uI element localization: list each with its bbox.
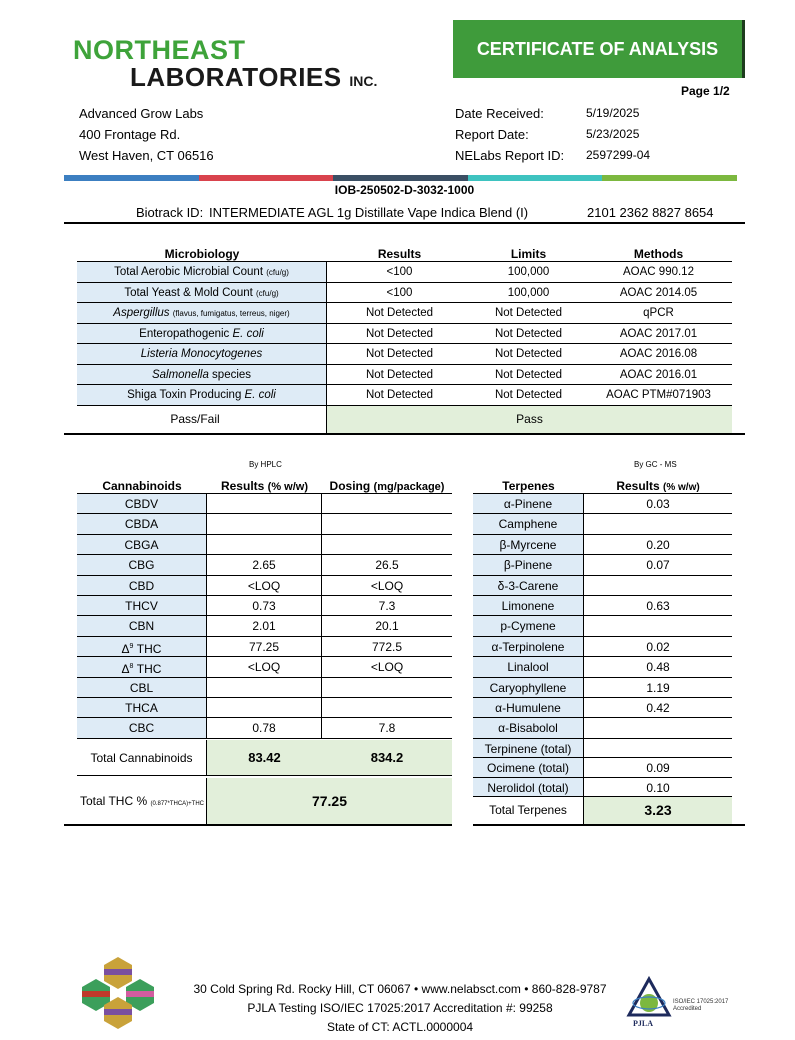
table-row [77,283,732,304]
terpene-result [584,739,732,758]
divider [473,824,745,826]
table-row [473,535,732,555]
footer-accreditation: PJLA Testing ISO/IEC 17025:2017 Accreditation #: 99258 [247,1001,553,1015]
terpenes-table [473,476,732,797]
cannabinoid-name: CBC [77,718,207,737]
test-result: <100 [386,266,413,278]
pjla-name: PJLA [633,1019,653,1028]
test-result: <100 [386,286,413,299]
terpene-result: 0.09 [646,761,670,776]
terpene-name: Nerolidol (total) [473,778,584,797]
test-name: Aspergillus (flavus, fumigatus, terreus, niger) [77,303,327,323]
terpene-result: 0.20 [646,537,670,552]
terpene-name: Terpinene (total) [473,739,584,758]
certificate-banner: CERTIFICATE OF ANALYSIS [453,20,745,78]
test-limit: Not Detected [494,327,563,340]
microbiology-header [77,244,732,262]
cannabinoid-result: 77.25 [207,637,322,656]
color-bar-segment [64,175,199,181]
pass-fail-value: Pass [327,406,732,433]
client-address [79,103,214,166]
cannabinoid-name: CBG [77,555,207,574]
header-dosing: Dosing (mg/package) [329,479,445,493]
cannabinoids-table [77,476,452,739]
table-row [77,678,452,698]
terpene-name: Caryophyllene [473,678,584,697]
cannabinoid-result [207,535,322,554]
cannabinoid-dosing: <LOQ [370,660,404,675]
terpene-name: δ-3-Carene [473,576,584,595]
cannabinoid-result [207,678,322,697]
table-row [473,555,732,575]
cannabinoid-dosing: <LOQ [370,578,404,593]
cannabinoid-dosing: 20.1 [375,619,399,634]
table-row [473,514,732,534]
award-badge-icon [104,957,132,989]
company-logo [73,36,393,91]
footer-state-license: State of CT: ACTL.0000004 [326,1020,474,1034]
terpene-name: α-Bisabolol [473,718,584,737]
biotrack-number: 2101 2362 8827 8654 [587,205,714,220]
page-number: Page 1/2 [681,84,730,98]
color-bar-segment [199,175,334,181]
header-limits: Limits [510,247,547,261]
test-result: Not Detected [365,307,434,319]
pjla-logo [625,975,750,1033]
cannabinoid-dosing: 772.5 [371,639,403,654]
table-row [77,576,452,596]
terpene-name: Ocimene (total) [473,758,584,777]
cannabinoid-name: CBD [77,576,207,595]
report-id-label: NELabs Report ID: [455,148,565,163]
test-limit: 100,000 [507,266,550,278]
table-row [77,262,732,283]
test-result: Not Detected [365,327,434,340]
table-row [77,698,452,718]
table-row [77,385,732,406]
header-methods: Methods [633,247,684,261]
cannabinoid-dosing: 7.3 [378,598,396,613]
date-received: 5/19/2025 [586,106,640,120]
divider [64,433,745,435]
table-row [77,303,732,324]
report-id: 2597299-04 [586,148,651,162]
header-results: Results [377,247,422,261]
test-name: Total Yeast & Mold Count (cfu/g) [77,283,327,303]
cannabinoid-result: <LOQ [207,576,322,595]
cannabinoid-result: 0.78 [207,718,322,737]
test-method: AOAC 2017.01 [619,327,698,340]
test-result: Not Detected [365,348,434,360]
award-badges [80,955,160,1033]
table-row [77,324,732,345]
terpene-result: 0.42 [646,700,670,715]
report-info-labels [455,103,564,166]
cannabinoid-name: CBDV [77,494,207,513]
test-limit: Not Detected [494,307,563,319]
cannabinoid-name: THCV [77,596,207,615]
total-cannabinoids-dosing: 834.2 [322,740,452,775]
cannabinoid-name: $\Delta^8$ THC [77,657,207,676]
hplc-method-note: By HPLC [249,460,282,469]
terpene-result: 0.03 [646,497,670,511]
test-method: AOAC 2016.01 [619,368,698,381]
total-terpenes-row [473,797,732,824]
test-method: AOAC 2014.05 [619,286,698,299]
cannabinoid-result: 2.65 [207,555,322,574]
table-row [77,596,452,616]
pass-fail-label: Pass/Fail [64,406,327,433]
terpenes-header [473,476,732,494]
cannabinoid-name: $\Delta^9$ THC [77,637,207,656]
cannabinoid-result [207,698,322,717]
test-limit: Not Detected [494,368,563,381]
cannabinoid-name: CBGA [77,535,207,554]
table-row [77,657,452,677]
footer-address: 30 Cold Spring Rd. Rocky Hill, CT 06067 • www.nelabsct.com • 860-828-9787 [193,982,607,996]
cannabinoid-dosing [322,698,452,717]
test-name: Shiga Toxin Producing E. coli [77,385,327,405]
cannabinoid-result [207,514,322,533]
pjla-emblem-icon [629,979,669,1015]
test-name: Enteropathogenic E. coli [77,324,327,344]
header-results: Results (% w/w) [616,479,700,493]
report-info-values [586,103,650,166]
table-row [473,616,732,636]
terpene-name: α-Terpinolene [473,637,584,656]
terpene-result [584,616,732,635]
total-thc-label: Total THC % (0.877*THCA)+THC [64,778,207,824]
total-cannabinoids-result: 83.42 [207,740,322,775]
total-thc-value: 77.25 [207,778,452,824]
cannabinoid-name: CBL [77,678,207,697]
terpene-result: 0.10 [646,780,670,795]
test-method: qPCR [643,307,674,319]
test-result: Not Detected [365,389,434,401]
date-received-label: Date Received: [455,106,544,121]
cannabinoid-dosing [322,535,452,554]
test-name: Listeria Monocytogenes [77,344,327,364]
test-method: AOAC 2016.08 [619,348,698,360]
cannabinoid-name: CBDA [77,514,207,533]
table-row [77,637,452,657]
report-date: 5/23/2025 [586,127,640,141]
table-row [473,576,732,596]
cannabinoid-dosing: 26.5 [375,558,399,573]
cannabinoid-dosing [322,678,452,697]
total-cannabinoids-label: Total Cannabinoids [77,740,207,775]
terpene-result: 0.07 [646,558,670,573]
table-row [473,758,732,778]
terpene-name: α-Pinene [473,494,584,513]
table-row [473,596,732,616]
terpene-name: β-Myrcene [473,535,584,554]
terpene-result: 0.02 [646,639,670,654]
table-row [473,718,732,738]
sample-id: IOB-250502-D-3032-1000 [334,183,475,197]
table-row [77,718,452,738]
client-name: Advanced Grow Labs [79,106,204,121]
logo-northeast: NORTHEAST [73,35,246,65]
header-terpenes: Terpenes [502,479,555,493]
header-cannabinoids: Cannabinoids [102,479,182,493]
table-row [77,494,452,514]
pass-fail-row [64,406,732,433]
table-row [77,344,732,365]
product-name: INTERMEDIATE AGL 1g Distillate Vape Indica Blend (I) [209,205,529,220]
terpene-name: Linalool [473,657,584,676]
table-row [473,678,732,698]
table-row [77,616,452,636]
test-method: AOAC PTM#071903 [606,389,711,401]
table-row [473,778,732,798]
terpene-result: 0.63 [646,598,670,613]
total-cannabinoids-row [77,740,452,776]
cannabinoid-dosing [322,494,452,513]
terpene-name: β-Pinene [473,555,584,574]
logo-laboratories: LABORATORIES INC. [130,62,378,92]
divider [64,222,745,224]
cannabinoid-result: <LOQ [207,657,322,676]
test-method: AOAC 990.12 [623,266,694,278]
terpene-name: Limonene [473,596,584,615]
test-name: Salmonella species [77,365,327,385]
microbiology-table [77,244,732,406]
color-bar-segment [602,175,737,181]
terpene-result: 1.19 [646,680,670,695]
table-row [473,494,732,514]
footer [150,980,650,1037]
terpene-name: α-Humulene [473,698,584,717]
divider [64,824,452,826]
cannabinoid-dosing: 7.8 [378,721,396,736]
cannabinoid-result: 2.01 [207,616,322,635]
table-row [473,637,732,657]
test-name: Total Aerobic Microbial Count (cfu/g) [77,262,327,282]
terpene-result [584,514,732,533]
pjla-accredited-text: ISO/IEC 17025:2017 Accredited [673,999,729,1012]
test-limit: 100,000 [507,286,550,299]
terpene-name: p-Cymene [473,616,584,635]
cannabinoid-dosing [322,514,452,533]
color-divider [64,175,737,181]
color-bar-segment [468,175,603,181]
table-row [473,739,732,759]
cannabinoid-result: 0.73 [207,596,322,615]
table-row [77,514,452,534]
terpene-name: Camphene [473,514,584,533]
total-thc-row [64,778,452,824]
terpene-result [584,576,732,595]
terpene-result [584,718,732,737]
biotrack-label: Biotrack ID: [136,205,204,220]
table-row [77,535,452,555]
terpene-result: 0.48 [646,660,670,675]
test-limit: Not Detected [494,348,563,360]
total-terpenes-label: Total Terpenes [473,797,584,824]
table-row [77,555,452,575]
test-result: Not Detected [365,368,434,381]
table-row [473,698,732,718]
color-bar-segment [333,175,468,181]
gcms-method-note: By GC - MS [634,460,677,469]
cannabinoid-name: THCA [77,698,207,717]
cannabinoid-result [207,494,322,513]
header-results: Results (% w/w) [220,479,309,493]
total-terpenes-value: 3.23 [584,797,732,824]
report-date-label: Report Date: [455,127,529,142]
cannabinoid-name: CBN [77,616,207,635]
client-city: West Haven, CT 06516 [79,148,214,163]
header-microbiology: Microbiology [164,247,240,261]
table-row [77,365,732,386]
client-street: 400 Frontage Rd. [79,127,181,142]
test-limit: Not Detected [494,389,563,401]
cannabinoids-header [77,476,452,494]
table-row [473,657,732,677]
